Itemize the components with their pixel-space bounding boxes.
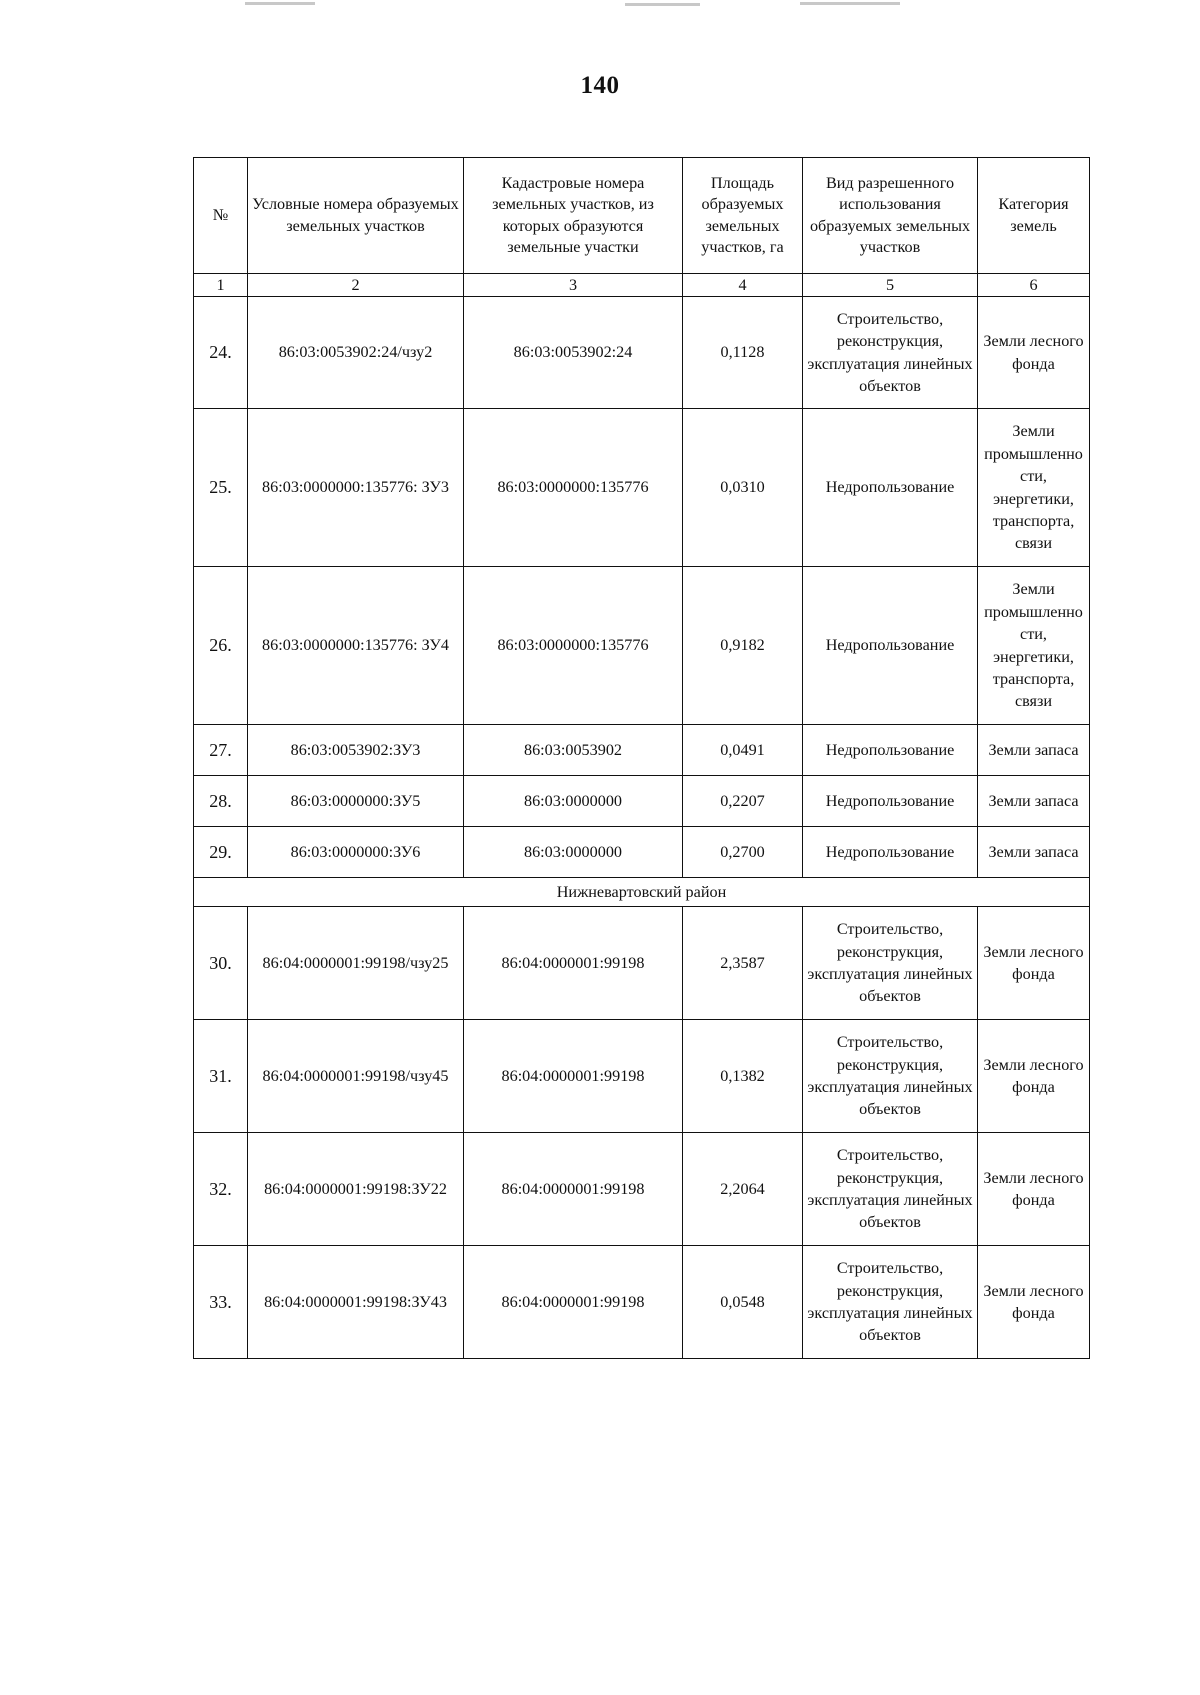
conditional-number: 86:04:0000001:99198:ЗУ22 <box>248 1133 464 1246</box>
cadastral-number: 86:04:0000001:99198 <box>464 907 683 1020</box>
permitted-use: Строительство, реконструкция, эксплуатация линейных объектов <box>803 907 978 1020</box>
permitted-use: Недропользование <box>803 776 978 827</box>
row-number: 24. <box>194 297 248 409</box>
row-number: 28. <box>194 776 248 827</box>
table-row <box>194 1020 1090 1133</box>
column-number: 2 <box>248 274 464 297</box>
cadastral-number: 86:03:0000000 <box>464 827 683 878</box>
header-conditional-numbers: Условные номера образуемых земельных участков <box>248 158 464 274</box>
conditional-number: 86:03:0000000:ЗУ5 <box>248 776 464 827</box>
column-number: 6 <box>978 274 1090 297</box>
table-body-after <box>194 907 1090 1359</box>
table-header-row <box>194 158 1090 274</box>
row-number: 33. <box>194 1246 248 1359</box>
area-value: 0,1382 <box>683 1020 803 1133</box>
table-row <box>194 297 1090 409</box>
land-category: Земли запаса <box>978 776 1090 827</box>
row-number: 25. <box>194 409 248 567</box>
conditional-number: 86:04:0000001:99198/чзу45 <box>248 1020 464 1133</box>
permitted-use: Строительство, реконструкция, эксплуатация линейных объектов <box>803 1133 978 1246</box>
table-row <box>194 776 1090 827</box>
land-category: Земли лесного фонда <box>978 297 1090 409</box>
area-value: 0,0310 <box>683 409 803 567</box>
row-number: 26. <box>194 567 248 725</box>
header-number: № <box>194 158 248 274</box>
header-permitted-use: Вид разрешенного использования образуемых земельных участков <box>803 158 978 274</box>
area-value: 2,3587 <box>683 907 803 1020</box>
table-row <box>194 725 1090 776</box>
table-body-before <box>194 297 1090 878</box>
table-row <box>194 1246 1090 1359</box>
area-value: 0,2207 <box>683 776 803 827</box>
conditional-number: 86:04:0000001:99198:ЗУ43 <box>248 1246 464 1359</box>
scan-artifact <box>245 2 315 5</box>
row-number: 30. <box>194 907 248 1020</box>
row-number: 31. <box>194 1020 248 1133</box>
land-category: Земли лесного фонда <box>978 1133 1090 1246</box>
cadastral-number: 86:03:0053902:24 <box>464 297 683 409</box>
land-category: Земли запаса <box>978 827 1090 878</box>
scan-artifact <box>800 2 900 5</box>
district-section <box>194 878 1090 907</box>
row-number: 27. <box>194 725 248 776</box>
table-row <box>194 1133 1090 1246</box>
scan-artifact <box>625 3 700 6</box>
permitted-use: Строительство, реконструкция, эксплуатация линейных объектов <box>803 1246 978 1359</box>
column-number: 5 <box>803 274 978 297</box>
area-value: 0,0491 <box>683 725 803 776</box>
permitted-use: Недропользование <box>803 567 978 725</box>
permitted-use: Строительство, реконструкция, эксплуатация линейных объектов <box>803 1020 978 1133</box>
land-category: Земли промышленности, энергетики, транспорта, связи <box>978 567 1090 725</box>
permitted-use: Недропользование <box>803 409 978 567</box>
column-number: 1 <box>194 274 248 297</box>
area-value: 2,2064 <box>683 1133 803 1246</box>
cadastral-number: 86:04:0000001:99198 <box>464 1133 683 1246</box>
cadastral-number: 86:03:0000000 <box>464 776 683 827</box>
column-number: 3 <box>464 274 683 297</box>
conditional-number: 86:04:0000001:99198/чзу25 <box>248 907 464 1020</box>
conditional-number: 86:03:0053902:ЗУ3 <box>248 725 464 776</box>
table-row <box>194 907 1090 1020</box>
cadastral-number: 86:03:0053902 <box>464 725 683 776</box>
header-area: Площадь образуемых земельных участков, га <box>683 158 803 274</box>
row-number: 32. <box>194 1133 248 1246</box>
conditional-number: 86:03:0000000:135776: ЗУ3 <box>248 409 464 567</box>
column-numbers-row <box>194 274 1090 297</box>
permitted-use: Строительство, реконструкция, эксплуатация линейных объектов <box>803 297 978 409</box>
cadastral-number: 86:03:0000000:135776 <box>464 409 683 567</box>
land-category: Земли запаса <box>978 725 1090 776</box>
land-category: Земли лесного фонда <box>978 1246 1090 1359</box>
cadastral-number: 86:04:0000001:99198 <box>464 1246 683 1359</box>
page-number: 140 <box>580 72 620 99</box>
land-category: Земли лесного фонда <box>978 907 1090 1020</box>
area-value: 0,1128 <box>683 297 803 409</box>
row-number: 29. <box>194 827 248 878</box>
header-land-category: Категория земель <box>978 158 1090 274</box>
table-row <box>194 409 1090 567</box>
cadastral-number: 86:04:0000001:99198 <box>464 1020 683 1133</box>
land-plots-table <box>193 157 1090 1359</box>
area-value: 0,0548 <box>683 1246 803 1359</box>
land-category: Земли промышленности, энергетики, транспорта, связи <box>978 409 1090 567</box>
cadastral-number: 86:03:0000000:135776 <box>464 567 683 725</box>
table-row <box>194 567 1090 725</box>
conditional-number: 86:03:0053902:24/чзу2 <box>248 297 464 409</box>
district-title: Нижневартовский район <box>194 878 1090 907</box>
area-value: 0,9182 <box>683 567 803 725</box>
header-cadastral-numbers: Кадастровые номера земельных участков, из которых образуются земельные участки <box>464 158 683 274</box>
permitted-use: Недропользование <box>803 725 978 776</box>
conditional-number: 86:03:0000000:ЗУ6 <box>248 827 464 878</box>
table-row <box>194 827 1090 878</box>
column-number: 4 <box>683 274 803 297</box>
conditional-number: 86:03:0000000:135776: ЗУ4 <box>248 567 464 725</box>
permitted-use: Недропользование <box>803 827 978 878</box>
district-row <box>194 878 1090 907</box>
area-value: 0,2700 <box>683 827 803 878</box>
land-category: Земли лесного фонда <box>978 1020 1090 1133</box>
